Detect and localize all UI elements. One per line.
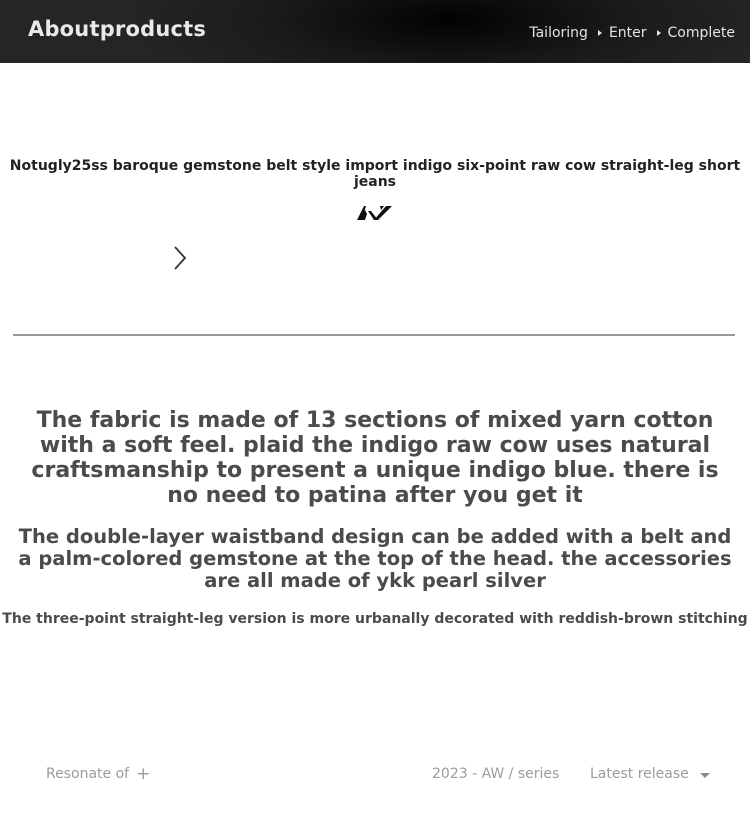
chevron-right-icon[interactable]: [170, 245, 190, 271]
product-title: Notugly25ss baroque gemstone belt style import indigo six-point raw cow straight-leg short jeans: [9, 158, 741, 190]
brand-title[interactable]: Aboutproducts: [28, 17, 207, 41]
resonate-button[interactable]: [46, 766, 150, 782]
footer-bar: [0, 762, 750, 788]
chevron-right-icon: [657, 30, 661, 36]
series-label: 2023 - AW / series: [432, 766, 560, 782]
plus-icon: +: [136, 764, 151, 784]
description-paragraph: The three-point straight-leg version is more urbanally decorated with reddish-brown stitching: [2, 611, 748, 627]
description-paragraph: The fabric is made of 13 sections of mixed yarn cotton with a soft feel. plaid the indigo raw cow uses natural craftsmanship to present a unique indigo blue. there is no need to patina after you get it: [31, 408, 719, 508]
section-divider: [13, 334, 735, 336]
chevron-right-icon: [598, 30, 602, 36]
resonate-label: Resonate of: [46, 766, 130, 782]
latest-release-dropdown[interactable]: [590, 766, 710, 782]
description-paragraph: The double-layer waistband design can be added with a belt and a palm-colored gemstone at the top of the head. the accessories are all made of ykk pearl silver: [18, 525, 732, 592]
top-bar: [0, 0, 750, 63]
nav-item-complete[interactable]: Complete: [667, 25, 735, 41]
nav-item-tailoring[interactable]: Tailoring: [529, 25, 588, 41]
latest-release-label: Latest release: [590, 766, 689, 782]
breadcrumb-nav: [529, 25, 735, 41]
chevron-down-icon: [700, 773, 710, 778]
nav-item-enter[interactable]: Enter: [608, 25, 647, 41]
brand-logo-icon: [356, 205, 392, 221]
